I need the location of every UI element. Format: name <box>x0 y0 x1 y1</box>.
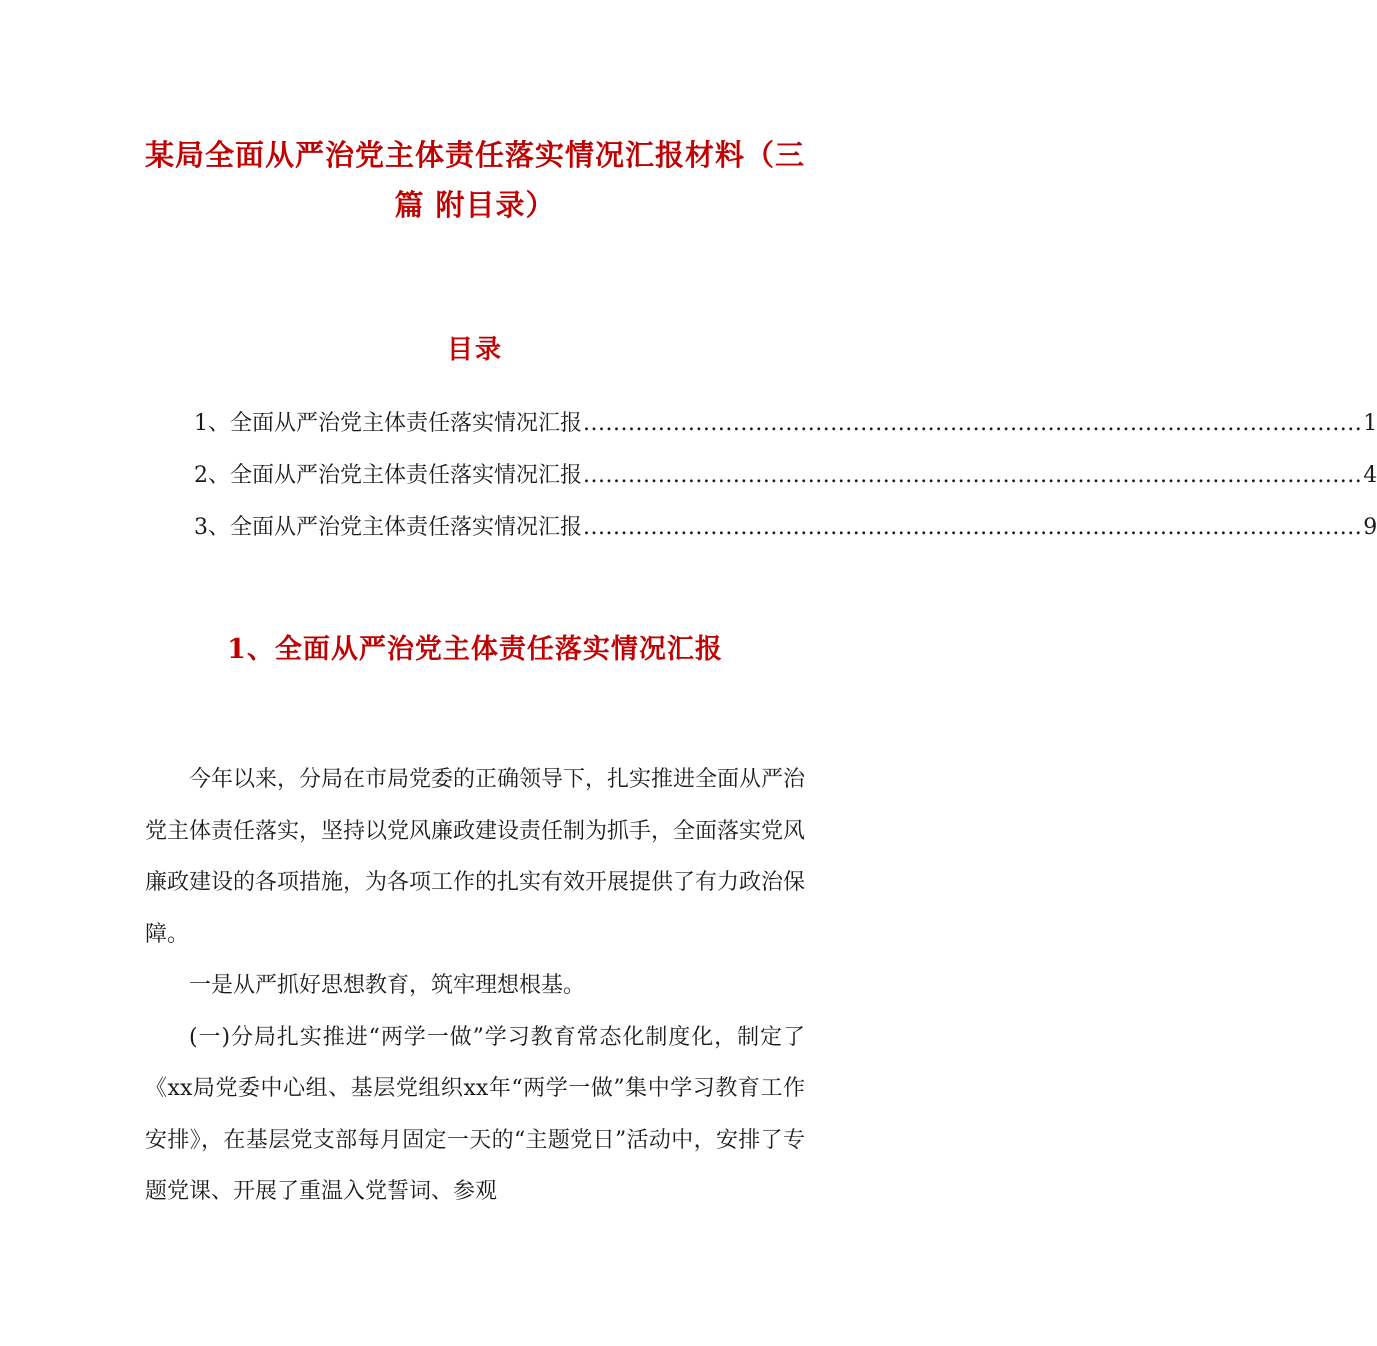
toc-entry-page: 1 <box>1363 411 1377 436</box>
toc-entry-text: 2、全面从严治党主体责任落实情况汇报 <box>194 463 582 488</box>
table-of-contents <box>194 402 1377 558</box>
toc-dot-leader: ........................................................................................................ <box>583 411 1363 436</box>
toc-entry-page: 9 <box>1363 515 1377 540</box>
paragraph: 一是从严抓好思想教育，筑牢理想根基。 <box>189 973 586 998</box>
toc-dot-leader: ........................................................................................................ <box>583 463 1363 488</box>
section-title: 1、全面从严治党主体责任落实情况汇报 <box>227 634 723 665</box>
toc-entry-page: 4 <box>1363 463 1377 488</box>
toc-heading: 目录 <box>446 335 503 365</box>
toc-dot-leader: ........................................................................................................ <box>583 515 1363 540</box>
paragraph: 今年以来，分局在市局党委的正确领导下，扎实推进全面从严治党主体责任落实，坚持以党风廉政建设责任制为抓手，全面落实党风廉政建设的各项措施，为各项工作的扎实有效开展提供了有力政治保障。 <box>145 767 806 947</box>
toc-entry[interactable] <box>194 506 1377 558</box>
body-text <box>145 754 805 1218</box>
toc-entry-text: 3、全面从严治党主体责任落实情况汇报 <box>194 515 582 540</box>
paragraph: (一)分局扎实推进“两学一做”学习教育常态化制度化，制定了《xx局党委中心组、基层党组织xx年“两学一做”集中学习教育工作安排》，在基层党支部每月固定一天的“主题党日”活动中，安排了专题党课、开展了重温入党誓词、参观 <box>145 1024 806 1204</box>
document-title: 某局全面从严治党主体责任落实情况汇报材料（三篇 附目录） <box>145 138 806 222</box>
toc-entry[interactable] <box>194 402 1377 454</box>
toc-entry[interactable] <box>194 454 1377 506</box>
toc-entry-text: 1、全面从严治党主体责任落实情况汇报 <box>194 411 582 436</box>
